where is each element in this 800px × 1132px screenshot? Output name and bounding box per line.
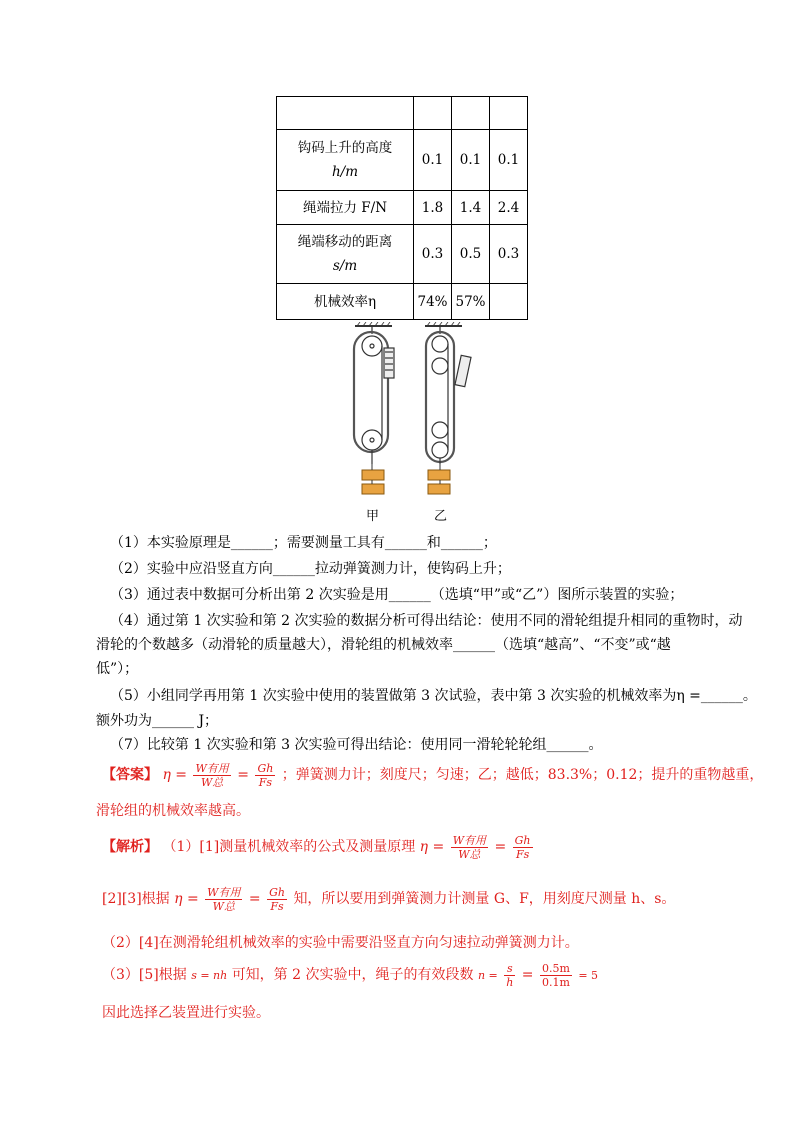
analysis-text: 可知，第 2 次实验中，绳子的有效段数 <box>231 967 474 983</box>
numerator: Gh <box>257 761 274 775</box>
answer-text: ；弹簧测力计；刻度尺；匀速；乙；越低；83.3%；0.12；提升的重物越重， <box>281 767 764 783</box>
numerator: s <box>504 962 515 976</box>
analysis-tag: 【解析】 <box>102 839 158 855</box>
analysis-line-2: [2][3]根据 η = $\frac{\text{W有用}}{\text{W总}}$ = $\frac{Gh}{Fs}$ 知，所以要用到弹簧测力计测量 G、F，用刻度尺测量 h、s。 <box>102 885 676 913</box>
numerator: W有用 <box>195 761 229 775</box>
table-row-label <box>277 225 414 284</box>
question-5-line1: （5）小组同学再用第 1 次实验中使用的装置做第 3 次试验，表中第 3 次实验的机械效率为η =______。 <box>110 688 757 704</box>
numerator: Gh <box>269 885 285 899</box>
question-5-line2: 额外功为______ J； <box>96 713 219 729</box>
analysis-text: （1）[1]测量机械效率的公式及测量原理 <box>162 839 416 855</box>
experiment-table <box>276 96 528 320</box>
table-cell: 57% <box>452 284 490 320</box>
table-cell: 0.3 <box>414 225 452 284</box>
result: = 5 <box>578 969 599 982</box>
table-cell: 1.8 <box>414 191 452 225</box>
table-row-label: 机械效率η <box>277 284 414 320</box>
table-cell: 0.5 <box>452 225 490 284</box>
analysis-text: （3）[5]根据 <box>102 967 187 983</box>
table-cell: 0.3 <box>490 225 528 284</box>
label-unit: h/m <box>331 164 359 180</box>
numerator: W有用 <box>452 833 486 847</box>
table-cell <box>490 97 528 130</box>
denominator: Fs <box>515 847 530 861</box>
pulley-diagram <box>330 322 490 532</box>
question-7: （7）比较第 1 次实验和第 3 次实验可得出结论：使用同一滑轮轮轮组______。 <box>110 737 603 753</box>
fraction-values <box>540 962 572 989</box>
answer-tag: 【答案】 <box>102 767 158 783</box>
table-cell: 1.4 <box>452 191 490 225</box>
table-row <box>277 97 528 130</box>
label-text: 绳端移动的距离 <box>297 234 393 250</box>
numerator: Gh <box>514 833 531 847</box>
fraction-gh <box>267 886 287 913</box>
table-cell <box>277 97 414 130</box>
table-cell <box>414 97 452 130</box>
eta-symbol: η = <box>419 839 445 855</box>
formula-n: n = <box>477 969 498 982</box>
question-3: （3）通过表中数据可分析出第 2 次实验是用______（选填“甲”或“乙”）图所示装置的实验； <box>110 587 684 603</box>
table-cell: 0.1 <box>490 130 528 191</box>
denominator: 0.1m <box>541 975 570 989</box>
denominator: W总 <box>458 847 481 861</box>
table-row <box>277 191 528 225</box>
question-4-line3: 低”）； <box>96 661 139 677</box>
figure-label-left: 甲 <box>366 509 380 524</box>
answer-line-2: 滑轮组的机械效率越高。 <box>96 803 250 819</box>
analysis-line-4: （3）[5]根据 s = nh 可知，第 2 次实验中，绳子的有效段数 n = $\frac{s}{h}$ = $\frac{0.5m}{0.1m}$ = 5 <box>102 961 599 989</box>
fraction-s-h <box>504 962 515 989</box>
fraction-w <box>205 886 242 913</box>
question-4-line1: （4）通过第 1 次实验和第 2 次实验的数据分析可得出结论：使用不同的滑轮组提升相同的重物时，动 <box>110 613 743 629</box>
denominator: Fs <box>270 899 284 913</box>
eta-symbol: η = <box>174 891 199 907</box>
table-cell: 2.4 <box>490 191 528 225</box>
fraction-gh <box>513 834 533 861</box>
table-row-label <box>277 130 414 191</box>
table-row <box>277 225 528 284</box>
question-1: （1）本实验原理是______；需要测量工具有______和______； <box>110 535 497 551</box>
table-row-label: 绳端拉力 F/N <box>277 191 414 225</box>
table-cell <box>490 284 528 320</box>
denominator: W总 <box>212 899 235 913</box>
formula-s-nh: s = nh <box>191 969 228 982</box>
analysis-text: 知，所以要用到弹簧测力计测量 G、F，用刻度尺测量 h、s。 <box>293 891 676 907</box>
table-cell: 0.1 <box>452 130 490 191</box>
question-2: （2）实验中应沿竖直方向______拉动弹簧测力计，使钩码上升； <box>110 561 511 577</box>
table-cell: 0.1 <box>414 130 452 191</box>
label-unit: s/m <box>332 258 358 274</box>
denominator: Fs <box>258 775 273 789</box>
analysis-text: [2][3]根据 <box>102 891 170 907</box>
analysis-line-3: （2）[4]在测滑轮组机械效率的实验中需要沿竖直方向匀速拉动弹簧测力计。 <box>102 935 579 951</box>
fraction-gh <box>255 762 275 789</box>
denominator: h <box>506 975 514 989</box>
label-text: 钩码上升的高度 <box>297 140 393 156</box>
denominator: W总 <box>200 775 224 789</box>
table-cell <box>452 97 490 130</box>
fraction-w <box>451 834 488 861</box>
eta-symbol: η = <box>162 767 188 783</box>
analysis-line-5: 因此选择乙装置进行实验。 <box>102 1005 270 1021</box>
numerator: W有用 <box>207 885 241 899</box>
numerator: 0.5m <box>541 961 570 975</box>
table-cell: 74% <box>414 284 452 320</box>
question-4-line2: 滑轮的个数越多（动滑轮的质量越大），滑轮组的机械效率______（选填“越高”、“不变”或“越 <box>96 637 671 653</box>
figure-label-right: 乙 <box>434 509 448 524</box>
analysis-line-1: 【解析】 （1）[1]测量机械效率的公式及测量原理 η = $\frac{\text{W有用}}{\text{W总}}$ = $\frac{Gh}{Fs}$ <box>102 833 531 861</box>
fraction-w <box>193 762 230 789</box>
answer-line-1: 【答案】 η = $\frac{\text{W有用}}{\text{W总}}$ = $\frac{Gh}{Fs}$ ；弹簧测力计；刻度尺；匀速；乙；越低；83.3%；0.12；提升的重物越重， <box>102 761 764 789</box>
table-row <box>277 130 528 191</box>
table-row <box>277 284 528 320</box>
